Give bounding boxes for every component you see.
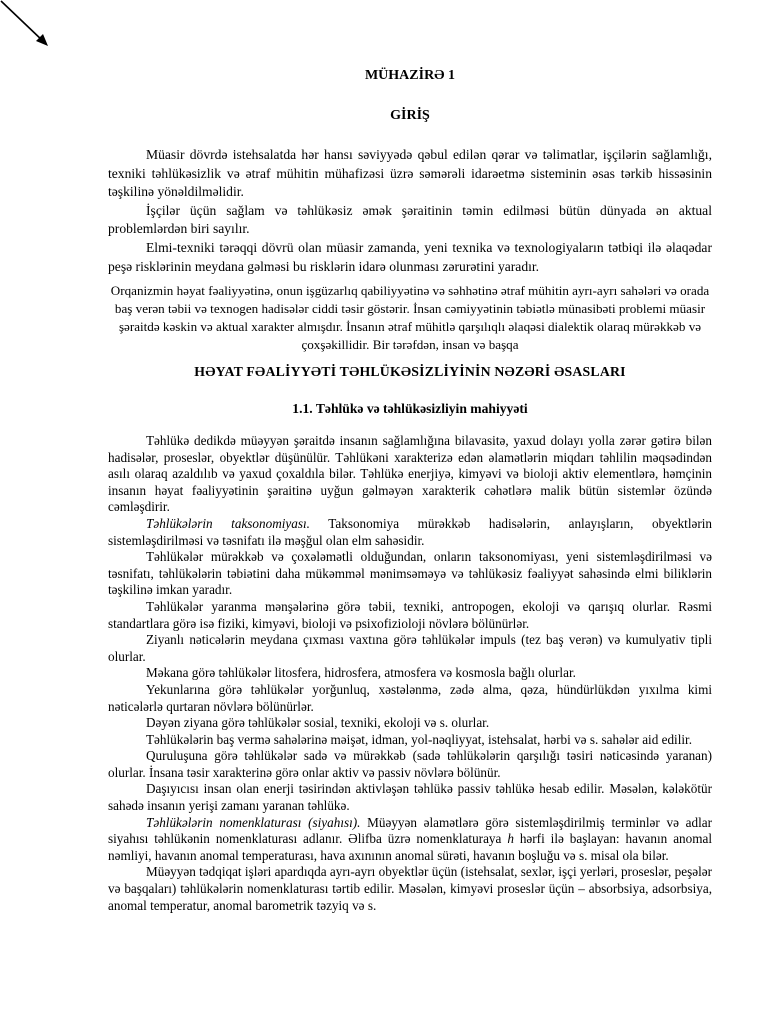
paragraph: Ziyanlı nəticələrin meydana çıxması vaxtına görə təhlükələr impuls (tez baş verən) və kumulyativ tipli olurlar.	[108, 632, 712, 664]
subsection-heading: 1.1. Təhlükə və təhlükəsizliyin mahiyyəti	[292, 401, 528, 416]
paragraph-text: hərfi ilə başlayan: havanın anomal nəmliyi, havanın anomal temperaturası, hava axınının anomal sürəti, havanın boşluğu və s. misal ola bilər.	[108, 831, 713, 863]
intro-centered-paragraph: Orqanizmin həyat fəaliyyətinə, onun işgüzarlıq qabiliyyətinə və səhhətinə ətraf mühitin ayrı-ayrı sahələri və orada baş verən təbii və texnogen hadisələr ciddi təsir göstərir. İnsan cəmiyyətinin təbiətlə münasibəti problemi müasir şəraitdə kəskin və aktual xarakter almışdır. İnsanın ətraf mühitlə qarşılıqlı əlaqəsi dialektik olaraq mürəkkəb və çoxşəkillidir. Bir tərəfdən, insan və başqa	[110, 283, 710, 352]
paragraph-text: Müəyyən əlamətlərə görə sistemləşdirilmiş terminlər və adlar siyahısı təhlükənin nomenklaturası adlanır. Əlifba üzrə nomenklaturaya	[108, 814, 712, 847]
italic-letter: h	[507, 831, 514, 847]
paragraph: Dəyən ziyana görə təhlükələr sosial, texniki, ekoloji və s. olurlar.	[146, 715, 490, 731]
paragraph: Quruluşuna görə təhlükələr sadə və mürəkkəb (sadə təhlükələrin qarşılığı təsiri nəticəsində yaranan) olurlar. İnsana təsir xarakterinə görə onlar aktiv və passiv növlərə bölünür.	[108, 748, 712, 780]
paragraph: Təhlükələr mürəkkəb və çoxələmətli olduğundan, onların taksonomiyası, yeni sistemləşdirilməsi və təsnifatı, təhlükələrin təbiətini daha mükəmməl mənimsəməyə və təhlükəsiz fəaliyyət sahəsində elmi biliklərin təşkilinə imkan yaradır.	[108, 549, 712, 598]
intro-paragraph: Elmi-texniki tərəqqi dövrü olan müasir zamanda, yeni texnika və texnologiyaların tətbiqi ilə əlaqədar peşə risklərinin meydana gəlməsi bu risklərin idarə olunması zərurətini yaradır.	[108, 239, 712, 274]
paragraph: Yekunlarına görə təhlükələr yorğunluq, xəstələnmə, zədə alma, qəza, hündürlükdən yıxılma kimi nəticələrlə qurtaran növlərə bölünürlər.	[108, 681, 712, 714]
paragraph	[108, 815, 712, 865]
intro-paragraph: Müasir dövrdə istehsalatda hər hansı səviyyədə qəbul edilən qərar və təlimatlar, işçilərin sağlamlığı, texniki təhlükəsizlik və ətraf mühitin mühafizəsi üzrə səmərəli idarəetmə sisteminin əsas tərkib hissəsinin təşkilinə yönəldilməlidir.	[108, 147, 712, 200]
paragraph: Təhlükələrin baş vermə sahələrinə məişət, idman, yol-nəqliyyat, istehsalat, hərbi və s. sahələr aid edilir.	[146, 731, 692, 747]
body-text	[108, 433, 712, 914]
italic-term: Təhlükələrin taksonomiyası.	[146, 515, 310, 531]
paragraph: Daşıyıcısı insan olan enerji təsirindən aktivləşən təhlükə passiv təhlükə hesab edilir. Məsələn, kələkötür sahədə insanın yerişi zamanı yaranan təhlükə.	[108, 781, 712, 814]
lecture-heading: MÜHAZİRƏ 1	[364, 68, 456, 83]
paragraph: Məkana görə təhlükələr litosfera, hidrosfera, atmosfera və kosmosla bağlı olurlar.	[146, 665, 576, 681]
paragraph: Təhlükələr yaranma mənşələrinə görə təbii, texniki, antropogen, ekoloji və qarışıq olurlar. Rəsmi standartlara görə isə fiziki, kimyəvi, bioloji və psixofizioloji növlərə bölünürlər.	[108, 598, 712, 631]
italic-term: Təhlükələrin nomenklaturası (siyahısı).	[146, 814, 361, 830]
section-heading: HƏYAT FƏALİYYƏTİ TƏHLÜKƏSİZLİYİNİN NƏZƏRİ ƏSASLARI	[194, 364, 626, 379]
paragraph	[108, 516, 712, 549]
intro-section	[108, 146, 712, 276]
intro-paragraph: İşçilər üçün sağlam və təhlükəsiz əmək şəraitinin təmin edilməsi bütün dünyada ən aktual problemlərdən biri sayılır.	[108, 202, 712, 237]
arrow-mark-icon	[0, 0, 52, 50]
paragraph: Təhlükə dedikdə müəyyən şəraitdə insanın sağlamlığına bilavasitə, yaxud dolayı yolla zərər gətirə bilən hadisələr, proseslər, obyektlər düşünülür. Təhlükəni xarakterizə edən əlamətlərin miqdarı təhlilin məqsədindən asılı olaraq azaldılıb və yaxud çoxaldıla bilər. Təhlükə enerjiyə, kimyəvi və bioloji aktiv elementlərə, həmçinin insanın həyat fəaliyyətinin şəraitinə uyğun gəlməyən xarakterik cəhətlərə malik bütün sistemlər özündə cəmləşdirir.	[108, 433, 712, 515]
intro-heading: GİRİŞ	[390, 108, 430, 123]
paragraph-text: Taksonomiya mürəkkəb hadisələrin, anlayışların, obyektlərin sistemləşdirilməsi və təsnifatı ilə məşğul olan elm sahəsidir.	[108, 515, 713, 548]
paragraph: Müəyyən tədqiqat işləri apardıqda ayrı-ayrı obyektlər üçün (istehsalat, sexlər, işçi yerləri, proseslər, peşələr və başqaları) təhlükələrin nomenklaturası tərtib edilir. Məsələn, kimyəvi proseslər üçün – absorbsiya, adsorbsiya, anomal temperatur, anomal barometrik təzyiq və s.	[108, 864, 712, 913]
